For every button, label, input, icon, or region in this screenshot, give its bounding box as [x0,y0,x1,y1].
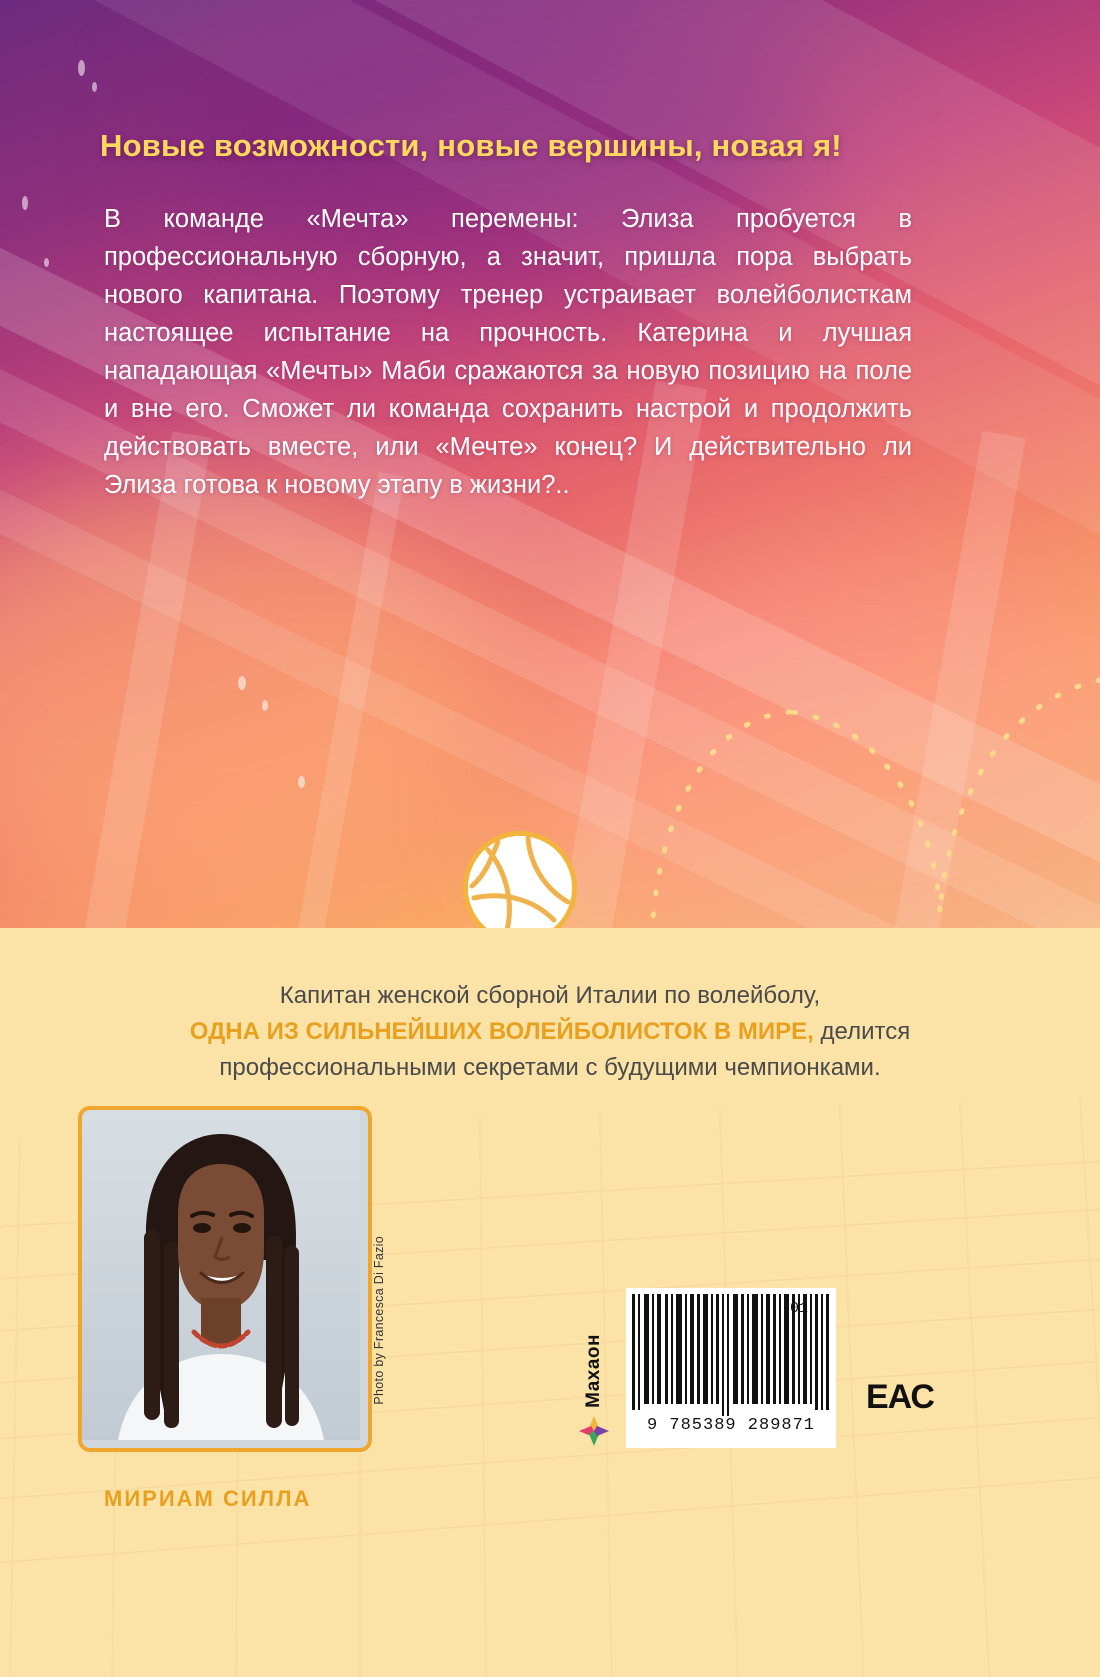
author-pitch [100,978,1000,1086]
author-photo [78,1106,372,1452]
photo-credit: Photo by Francesca Di Fazio [372,1236,386,1405]
pitch-highlight: ОДНА ИЗ СИЛЬНЕЙШИХ ВОЛЕЙБОЛИСТОК В МИРЕ, [189,1018,814,1045]
pitch-line-1: Капитан женской сборной Италии по волейболу, [279,982,821,1009]
dust-speck [262,700,268,711]
dust-speck [44,258,49,267]
dust-speck [298,776,305,788]
volleyball-icon [468,836,572,940]
dust-speck [238,676,246,690]
ball-trajectory-icon [540,660,1100,960]
pitch-line-3: профессиональными секретами с будущими чемпионками. [219,1054,881,1081]
eac-mark: ЕАС [866,1378,934,1416]
dust-speck [78,60,85,76]
author-name: МИРИАМ СИЛЛА [104,1486,312,1511]
dust-speck [22,196,28,210]
pitch-tail: делится [813,1018,911,1045]
page-title: Новые возможности, новые вершины, новая я! [100,128,842,163]
barcode-addon: 01 [790,1300,809,1317]
dust-speck [92,82,97,92]
blurb-text: В команде «Мечта» перемены: Элиза пробуется в профессиональную сборную, а значит, пришла пора выбрать нового капитана. Поэтому тренер устраивает волейболисткам настоящее испытание на прочность. Катерина и лучшая нападающая «Мечты» Маби сражаются за новую позицию на поле и вне его. Сможет ли команда сохранить настрой и продолжить действовать вместе, или «Мечте» конец? И действительно ли Элиза готова к новому этапу в жизни?.. [104,205,912,499]
maxaon-logo-icon [577,1414,611,1448]
publisher-block [566,1288,622,1448]
publisher-name: Махаон [583,1334,604,1408]
isbn-number: 9 785389 289871 [646,1416,816,1435]
author-portrait-image [82,1110,360,1440]
